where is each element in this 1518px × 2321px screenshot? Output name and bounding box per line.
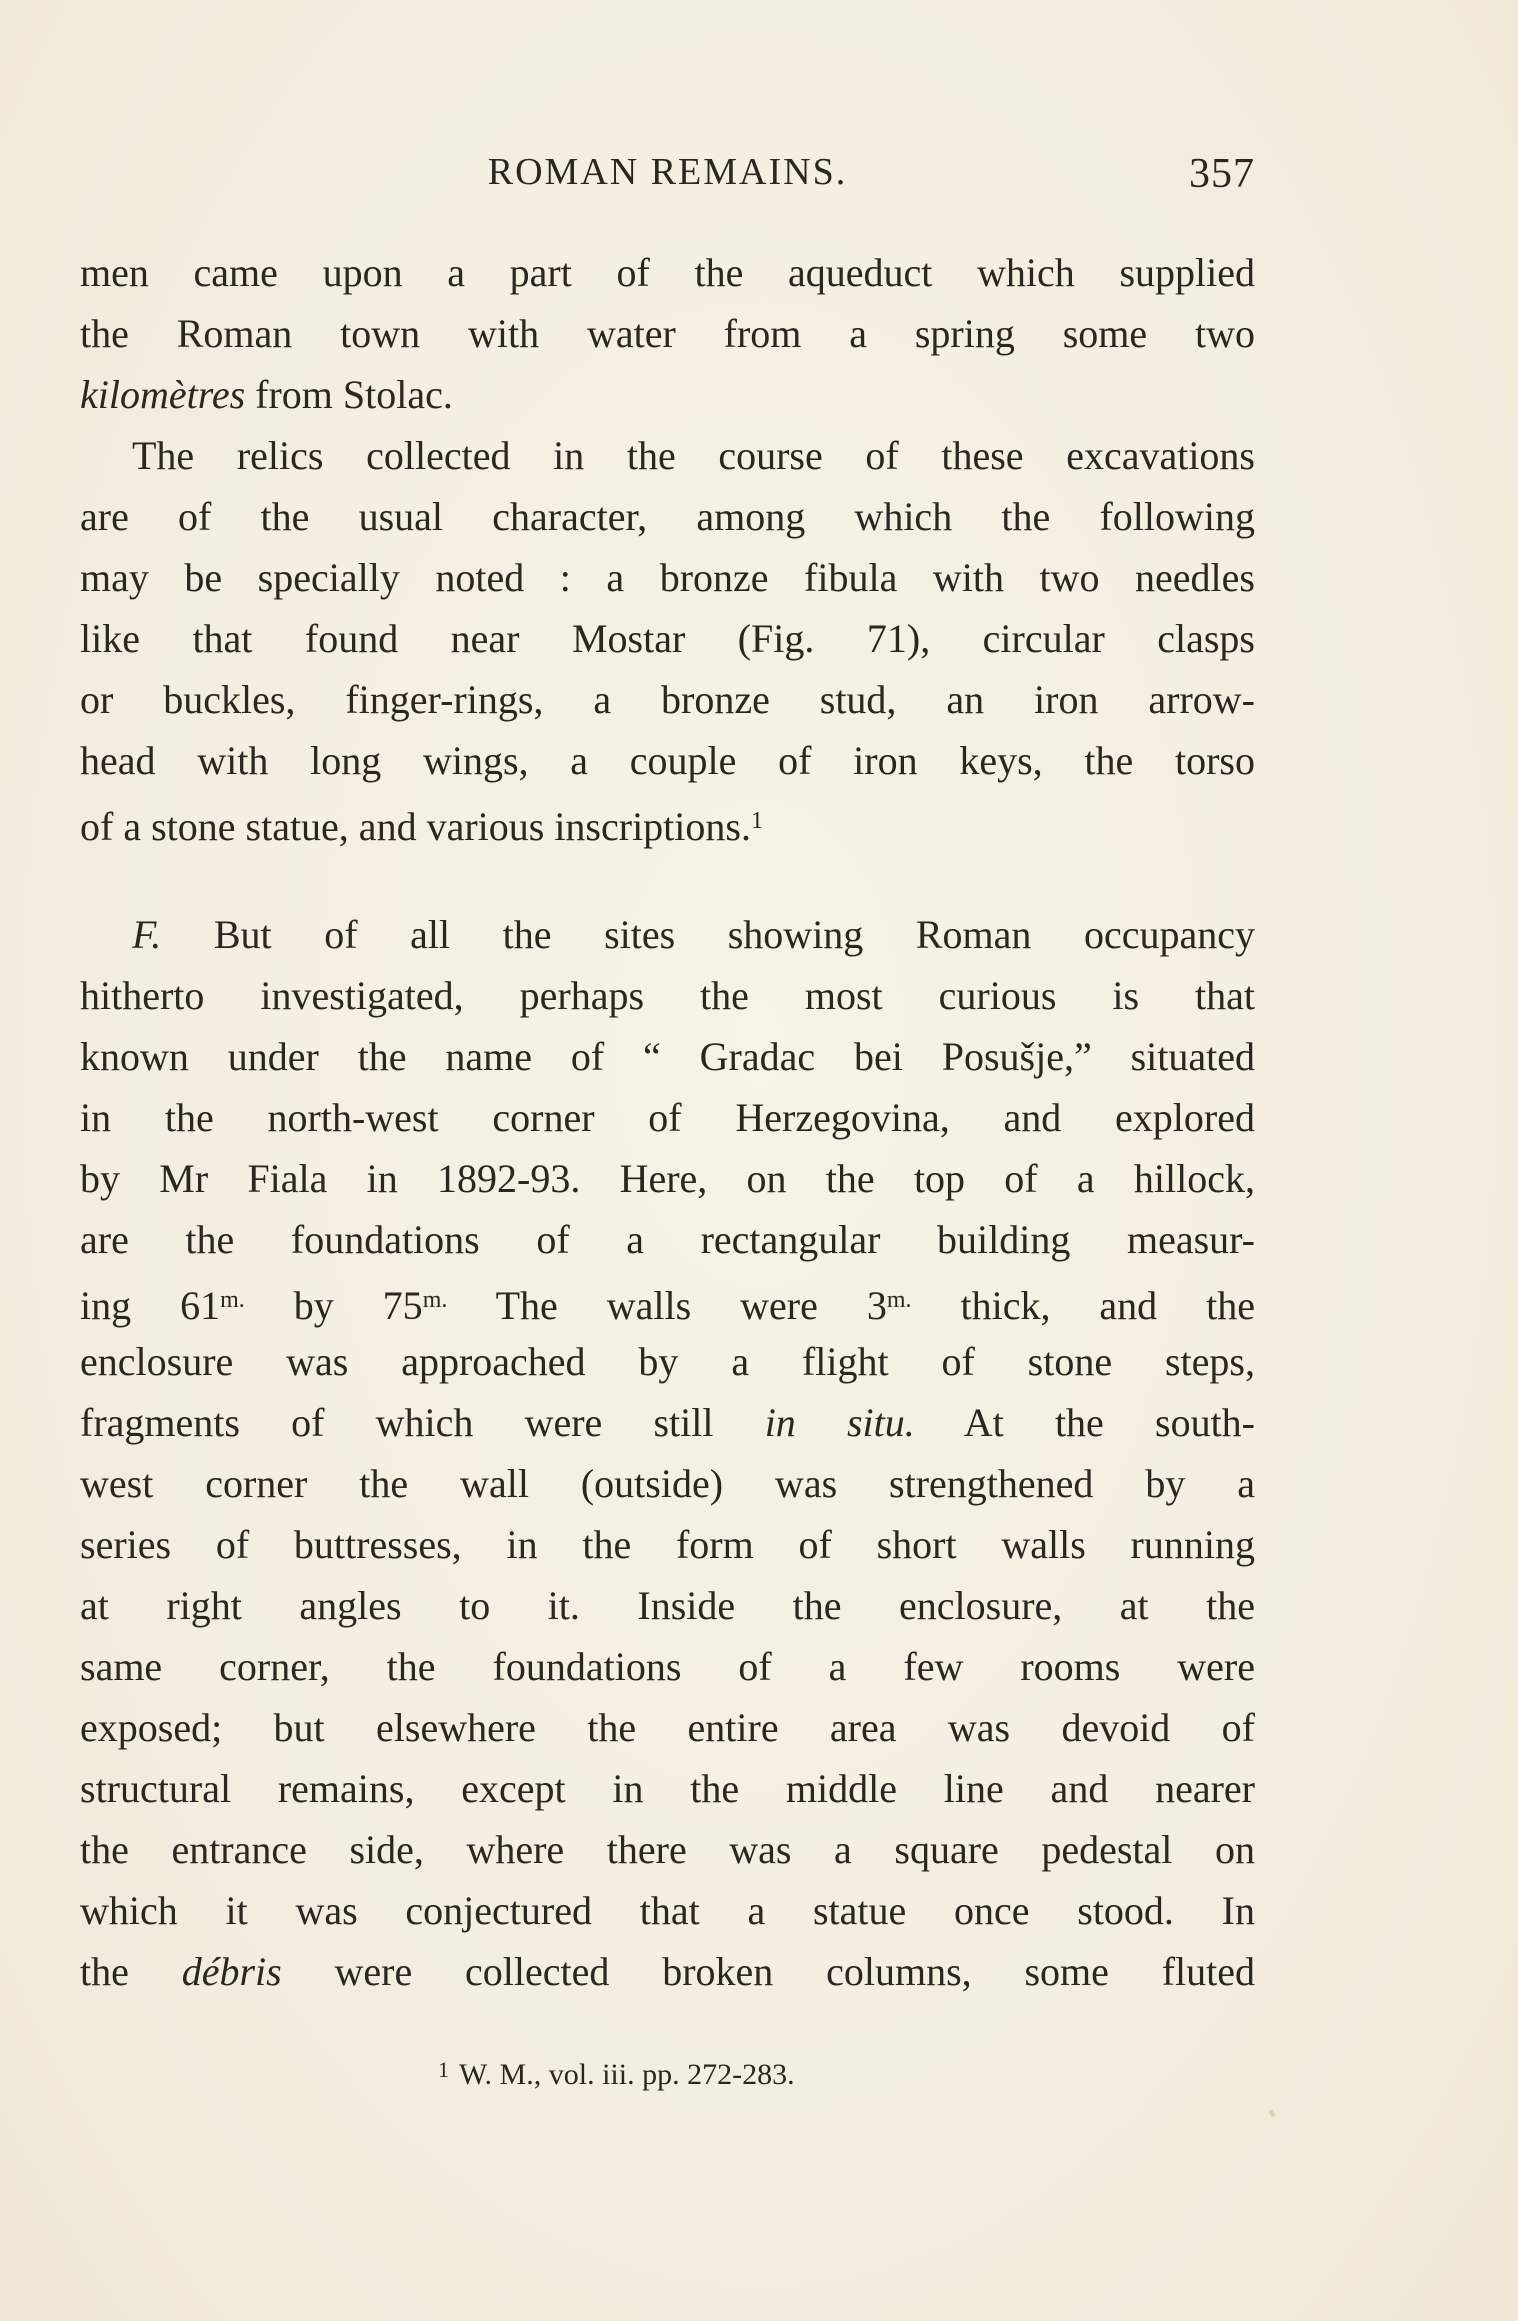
body-text [80, 242, 1255, 2002]
text-line [80, 425, 1255, 486]
text-line [80, 669, 1255, 730]
text-line [80, 1087, 1255, 1148]
text-line [80, 486, 1255, 547]
text-run: the [80, 1949, 182, 1994]
text-run: by Mr Fiala in 1892-93. Here, on the top of a hillock, [80, 1156, 1255, 1201]
text-run: But of all the sites showing Roman occupancy [161, 912, 1255, 957]
text-line [80, 904, 1255, 965]
footnote [438, 2050, 1138, 2095]
footnote-marker: 1 [438, 2057, 449, 2082]
superscript: 1 [750, 808, 763, 834]
text-run: series of buttresses, in the form of short walls running [80, 1522, 1255, 1567]
text-line [80, 608, 1255, 669]
text-run: exposed; but elsewhere the entire area was devoid of [80, 1705, 1255, 1750]
text-run: At the south- [914, 1400, 1255, 1445]
page-header-title: ROMAN REMAINS. [487, 151, 848, 193]
text-run: by 75 [244, 1283, 423, 1328]
text-run: fragments of which were still [80, 1400, 765, 1445]
text-run: men came upon a part of the aqueduct which supplied [80, 250, 1255, 295]
text-line [80, 1270, 1255, 1331]
text-run: of a stone statue, and various inscriptions. [80, 804, 751, 849]
text-line [80, 1697, 1255, 1758]
text-run: head with long wings, a couple of iron keys, the torso [80, 738, 1255, 783]
text-line [80, 303, 1255, 364]
text-line [80, 242, 1255, 303]
paper-speck [1269, 2109, 1276, 2117]
italic-text: kilomètres [80, 372, 246, 417]
text-run: thick, and the [911, 1283, 1255, 1328]
text-line [80, 1392, 1255, 1453]
superscript: m. [422, 1287, 448, 1313]
running-head [80, 150, 1255, 200]
text-line [80, 1819, 1255, 1880]
text-run: in the north-west corner of Herzegovina, and explored [80, 1095, 1255, 1140]
text-run: at right angles to it. Inside the enclosure, at the [80, 1583, 1255, 1628]
text-run: like that found near Mostar (Fig. 71), circular clasps [80, 616, 1255, 661]
text-line [80, 1514, 1255, 1575]
text-run: the Roman town with water from a spring some two [80, 311, 1255, 356]
footnote-text: W. M., vol. iii. pp. 272-283. [459, 2058, 795, 2091]
text-run: may be specially noted : a bronze fibula with two needles [80, 555, 1255, 600]
text-run: hitherto investigated, perhaps the most curious is that [80, 973, 1255, 1018]
text-line [80, 1453, 1255, 1514]
text-line [80, 1026, 1255, 1087]
text-line [80, 791, 1255, 852]
text-line [80, 1575, 1255, 1636]
text-run: known under the name of “ Gradac bei Posušje,” situated [80, 1034, 1255, 1079]
text-line [80, 1331, 1255, 1392]
text-run: from Stolac. [245, 372, 453, 417]
italic-text: débris [181, 1949, 282, 1994]
text-run: were collected broken columns, some fluted [281, 1949, 1255, 1994]
text-run: The walls were 3 [447, 1283, 887, 1328]
text-line [80, 364, 1255, 425]
italic-text: F. [132, 912, 162, 957]
text-line [80, 965, 1255, 1026]
text-line [80, 730, 1255, 791]
text-run: the entrance side, where there was a square pedestal on [80, 1827, 1255, 1872]
text-run: structural remains, except in the middle line and nearer [80, 1766, 1255, 1811]
text-line [80, 1209, 1255, 1270]
text-line [80, 1758, 1255, 1819]
text-run: are the foundations of a rectangular building measur- [80, 1217, 1255, 1262]
text-line [80, 1148, 1255, 1209]
page-number: 357 [1189, 151, 1255, 197]
text-run: The relics collected in the course of these excavations [132, 433, 1255, 478]
text-run: or buckles, finger-rings, a bronze stud, an iron arrow- [80, 677, 1255, 722]
paragraph-gap [80, 852, 1255, 904]
text-run: are of the usual character, among which the following [80, 494, 1255, 539]
superscript: m. [886, 1287, 912, 1313]
text-run: which it was conjectured that a statue once stood. In [80, 1888, 1255, 1933]
text-line [80, 1941, 1255, 2002]
text-line [80, 547, 1255, 608]
text-run: enclosure was approached by a flight of stone steps, [80, 1339, 1255, 1384]
italic-text: in situ. [764, 1400, 915, 1445]
text-line [80, 1636, 1255, 1697]
text-run: ing 61 [80, 1283, 221, 1328]
text-run: west corner the wall (outside) was strengthened by a [80, 1461, 1255, 1506]
text-line [80, 1880, 1255, 1941]
text-run: same corner, the foundations of a few rooms were [80, 1644, 1255, 1689]
superscript: m. [220, 1287, 245, 1313]
